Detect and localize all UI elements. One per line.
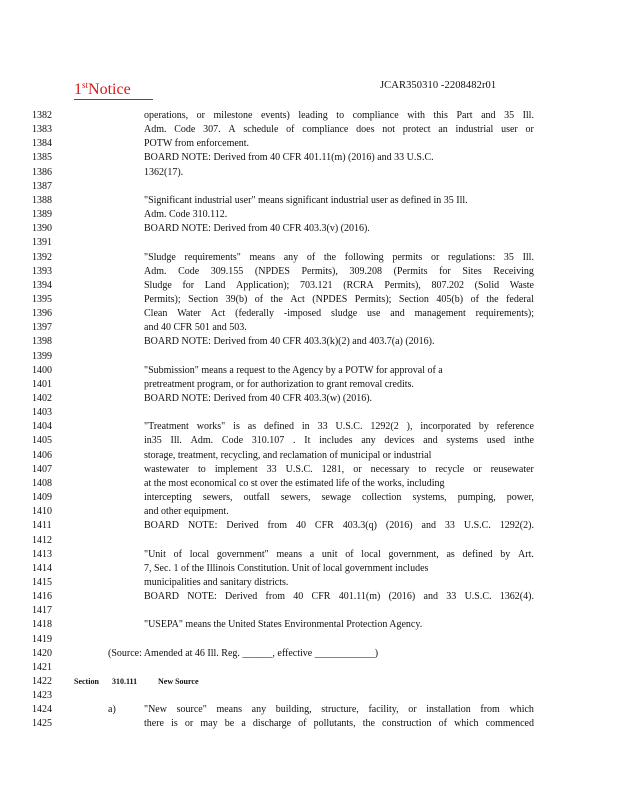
document-line (0, 434, 618, 448)
line-number: 1419 (32, 633, 52, 645)
line-text: 1362(17). (144, 166, 184, 178)
line-text: "USEPA" means the United States Environmental Protection Agency. (144, 619, 423, 631)
line-text: 7, Sec. 1 of the Illinois Constitution. Unit of local government includes (144, 562, 429, 574)
document-line (0, 293, 618, 307)
line-number: 1404 (32, 421, 52, 433)
line-number: 1398 (32, 336, 52, 348)
document-line (0, 562, 618, 576)
line-number: 1389 (32, 209, 52, 221)
document-line (0, 265, 618, 279)
notice-heading (74, 76, 153, 100)
line-number: 1387 (32, 180, 52, 192)
document-id: JCAR350310 -2208482r01 (380, 80, 497, 91)
document-line (0, 208, 618, 222)
document-line (0, 194, 618, 208)
document-line (0, 151, 618, 165)
line-text: there is or may be a discharge of pollutants, the construction of which commenced (144, 718, 534, 730)
line-number: 1417 (32, 605, 52, 617)
line-number: 1424 (32, 704, 52, 716)
document-line (0, 350, 618, 364)
line-number: 1403 (32, 407, 52, 419)
document-line (0, 703, 618, 717)
line-number: 1410 (32, 506, 52, 518)
line-text: Adm. Code 310.112. (144, 209, 228, 221)
document-line (0, 123, 618, 137)
notice-word: Notice (88, 81, 131, 98)
line-text: operations, or milestone events) leading to compliance with this Part and 35 Ill. (144, 110, 534, 121)
document-line (0, 364, 618, 378)
document-line (0, 180, 618, 194)
line-text: municipalities and sanitary districts. (144, 576, 289, 588)
line-text: "Unit of local government" means a unit of local government, as defined by Art. (144, 548, 534, 560)
document-line (0, 406, 618, 420)
line-number: 1407 (32, 463, 52, 475)
document-line (0, 633, 618, 647)
line-number: 1395 (32, 293, 52, 305)
line-number: 1399 (32, 350, 52, 362)
document-line (0, 661, 618, 675)
line-text: and other equipment. (144, 506, 229, 518)
line-number: 1391 (32, 237, 52, 249)
line-number: 1406 (32, 449, 52, 461)
line-number: 1415 (32, 576, 52, 588)
line-number: 1383 (32, 124, 52, 136)
line-text: pretreatment program, or for authorization to grant removal credits. (144, 378, 414, 390)
line-number: 1392 (32, 251, 52, 263)
line-number: 1416 (32, 591, 52, 603)
document-line (0, 335, 618, 349)
document-line (0, 717, 618, 731)
document-line (0, 420, 618, 434)
document-line (0, 576, 618, 590)
document-line (0, 321, 618, 335)
section-number: 310.111 (112, 677, 138, 686)
document-line (0, 392, 618, 406)
line-number: 1393 (32, 265, 52, 277)
document-line (0, 505, 618, 519)
document-line (0, 378, 618, 392)
document-line (0, 166, 618, 180)
line-number: 1396 (32, 308, 52, 320)
source-note-text: (Source: Amended at 46 Ill. Reg. ______, effective ____________) (108, 647, 379, 659)
line-number: 1400 (32, 364, 52, 376)
notice-ordinal: 1 (74, 81, 82, 98)
line-number: 1422 (32, 676, 52, 687)
line-text: BOARD NOTE: Derived from 40 CFR 403.3(w) (2016). (144, 393, 373, 404)
document-line (0, 519, 618, 533)
line-number: 1414 (32, 562, 52, 574)
section-label: Section (74, 677, 99, 686)
section-title: New Source (158, 677, 199, 686)
document-line (0, 590, 618, 604)
document-line (0, 307, 618, 321)
section-heading-line (0, 675, 618, 689)
line-text: "Submission" means a request to the Agency by a POTW for approval of a (144, 364, 443, 376)
line-text: "New source" means any building, structure, facility, or installation from which (144, 704, 534, 716)
line-text: at the most economical co st over the estimated life of the works, including (144, 477, 445, 489)
line-text: storage, treatment, recycling, and reclamation of municipal or industrial (144, 449, 432, 461)
line-number: 1408 (32, 477, 52, 489)
line-text: BOARD NOTE: Derived from 40 CFR 403.3(v) (2016). (144, 223, 370, 235)
document-line (0, 491, 618, 505)
document-line (0, 463, 618, 477)
line-number: 1418 (32, 619, 52, 631)
line-text: POTW from enforcement. (144, 138, 250, 150)
document-line (0, 548, 618, 562)
line-number: 1412 (32, 534, 52, 546)
document-line (0, 137, 618, 151)
line-text: "Treatment works" is as defined in 33 U.S.C. 1292(2 ), incorporated by reference (144, 421, 534, 433)
line-text: "Sludge requirements" means any of the following permits or regulations: 35 Ill. (144, 251, 534, 263)
line-number: 1411 (32, 520, 52, 532)
line-number: 1385 (32, 152, 52, 164)
line-text: Permits); Section 39(b) of the Act (NPDES Permits); Section 405(b) of the federal (144, 293, 534, 305)
line-text: BOARD NOTE: Derived from 40 CFR 403.3(q) (2016) and 33 U.S.C. 1292(2). (144, 520, 534, 532)
line-number: 1390 (32, 223, 52, 235)
line-text: Adm. Code 307. A schedule of compliance does not protect an industrial user or (144, 124, 534, 136)
line-number: 1421 (32, 661, 52, 673)
line-number: 1423 (32, 690, 52, 702)
line-number: 1402 (32, 393, 52, 404)
line-number: 1420 (32, 647, 52, 659)
document-line (0, 251, 618, 265)
line-text: Sludge for Land Application); 703.121 (RCRA Permits), 807.202 (Solid Waste (144, 279, 534, 291)
document-line (0, 222, 618, 236)
document-line (0, 534, 618, 548)
line-text: BOARD NOTE: Derived from 40 CFR 401.11(m) (2016) and 33 U.S.C. (144, 152, 434, 164)
notice-ordinal-suffix: st (82, 80, 89, 90)
line-number: 1401 (32, 378, 52, 390)
document-line (0, 604, 618, 618)
document-line (0, 279, 618, 293)
line-number: 1384 (32, 138, 52, 150)
document-line (0, 109, 618, 123)
source-note-line (0, 647, 618, 661)
line-number: 1382 (32, 110, 52, 121)
line-number: 1386 (32, 166, 52, 178)
line-text: and 40 CFR 501 and 503. (144, 322, 247, 334)
line-text: Adm. Code 309.155 (NPDES Permits), 309.208 (Permits for Sites Receiving (144, 265, 534, 277)
document-line (0, 449, 618, 463)
line-text: Clean Water Act (federally -imposed sludge use and management requirements); (144, 308, 534, 320)
line-number: 1405 (32, 435, 52, 447)
line-number: 1394 (32, 279, 52, 291)
line-number: 1409 (32, 492, 52, 504)
document-line (0, 689, 618, 703)
line-number: 1413 (32, 548, 52, 560)
line-text: "Significant industrial user" means significant industrial user as defined in 35 Ill. (144, 194, 468, 206)
line-text: BOARD NOTE: Derived from 40 CFR 403.3(k)(2) and 403.7(a) (2016). (144, 336, 435, 348)
line-text: in35 Ill. Adm. Code 310.107 . It includes any devices and systems used inthe (144, 435, 534, 447)
document-line (0, 236, 618, 250)
line-number: 1397 (32, 322, 52, 334)
line-text: intercepting sewers, outfall sewers, sewage collection systems, pumping, power, (144, 492, 534, 504)
line-number: 1388 (32, 194, 52, 206)
document-line (0, 618, 618, 632)
subsection-marker: a) (108, 704, 116, 716)
document-line (0, 477, 618, 491)
line-text: BOARD NOTE: Derived from 40 CFR 401.11(m) (2016) and 33 U.S.C. 1362(4). (144, 591, 534, 603)
line-text: wastewater to implement 33 U.S.C. 1281, or necessary to recycle or reusewater (144, 463, 534, 475)
line-number: 1425 (32, 718, 52, 730)
